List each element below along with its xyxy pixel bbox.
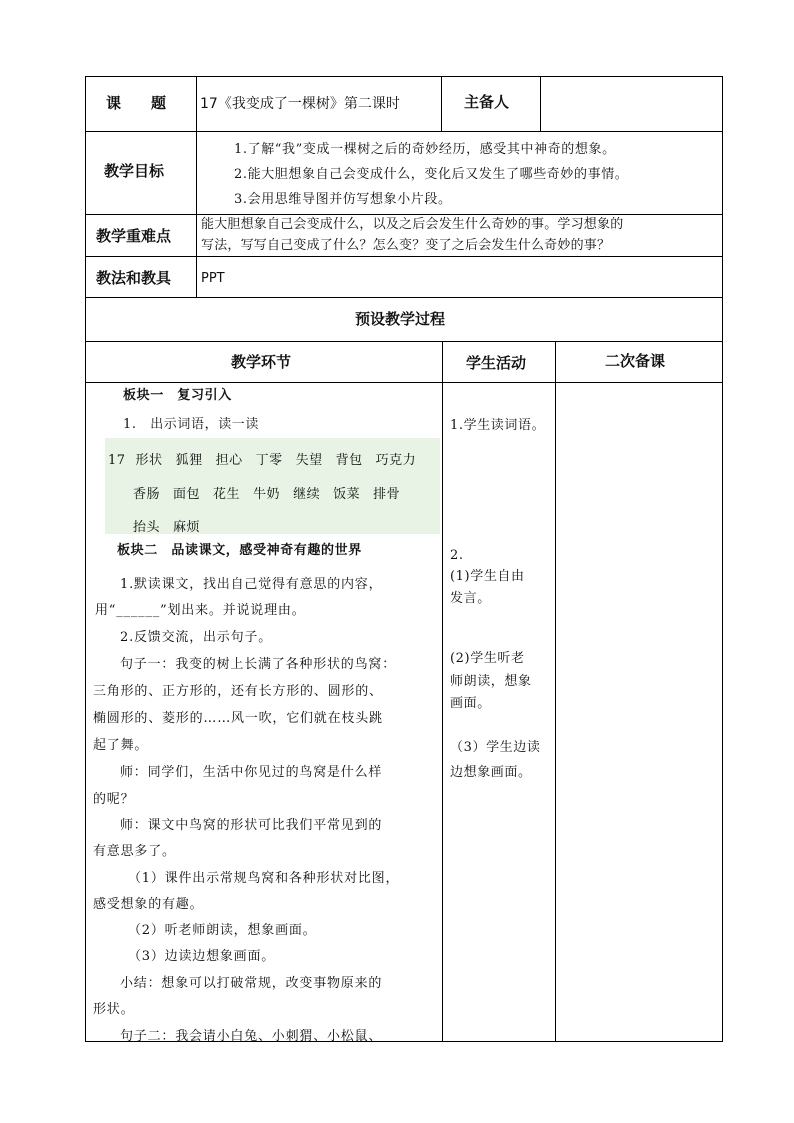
methods-value: PPT — [201, 271, 225, 286]
column-header-student: 学生活动 — [466, 354, 527, 372]
methods-label: 教法和教具 — [96, 269, 172, 287]
vocab-word: 继续 — [293, 487, 321, 502]
process-title: 预设教学过程 — [355, 310, 446, 328]
section2-line: 感受想象的有趣。 — [93, 897, 204, 912]
col-divider-second — [555, 341, 556, 1041]
vocab-prefix: 17 — [108, 453, 126, 468]
student-activity-2-2b: 师朗读，想象 — [450, 674, 532, 689]
section2-line: 三角形的、正方形的，还有长方形的、圆形的、 — [93, 684, 383, 699]
vocab-row-1 — [108, 449, 429, 468]
vocab-word: 形状 — [135, 453, 163, 468]
preparer-label: 主备人 — [464, 93, 510, 111]
student-activity-2-2a: (2)学生听老 — [450, 651, 525, 666]
section2-line: 小结：想象可以打破常规，改变事物原来的 — [120, 976, 383, 991]
column-header-steps: 教学环节 — [231, 353, 292, 371]
vocab-word: 牛奶 — [253, 487, 281, 502]
section2-line: 起了舞。 — [93, 738, 149, 753]
objective-2: 2.能大胆想象自己会变成什么，变化后又发生了哪些奇妙的事情。 — [234, 167, 629, 182]
col-divider-preparer-left — [441, 76, 442, 131]
section2-line: 的呢？ — [93, 792, 135, 807]
student-activity-2-3a: （3）学生边读 — [450, 740, 541, 755]
row-divider-6 — [85, 382, 723, 383]
table-border-top — [85, 76, 723, 77]
row-divider-3 — [85, 256, 723, 257]
vocab-word: 背包 — [335, 453, 363, 468]
section1-title: 板块一 复习引入 — [123, 388, 232, 403]
student-activity-1: 1.学生读词语。 — [450, 418, 546, 433]
vocab-word: 失望 — [295, 453, 323, 468]
section2-line: 有意思多了。 — [93, 844, 176, 859]
student-activity-2-1a: (1)学生自由 — [450, 569, 525, 584]
col-divider-student — [442, 341, 443, 1041]
vocab-word: 饭菜 — [333, 487, 361, 502]
vocab-word: 巧克力 — [375, 453, 417, 468]
section2-title: 板块二 品读课文，感受神奇有趣的世界 — [117, 543, 362, 558]
section2-line: 师：同学们，生活中你见过的鸟窝是什么样 — [120, 765, 383, 780]
student-activity-2-num: 2. — [450, 548, 464, 563]
vocab-row-2 — [133, 483, 413, 502]
vocab-word: 担心 — [215, 453, 243, 468]
key-points-line-1: 能大胆想象自己会变成什么，以及之后会发生什么奇妙的事。学习想象的 — [201, 217, 624, 232]
section2-line: 句子一：我变的树上长满了各种形状的鸟窝： — [120, 657, 397, 672]
col-divider-preparer-right — [540, 76, 541, 131]
section2-line: 用“______”划出来。并说说理由。 — [95, 603, 306, 618]
section2-line: 1.默读课文，找出自己觉得有意思的内容， — [120, 577, 383, 592]
table-border-left — [85, 76, 86, 1042]
table-border-right — [722, 76, 723, 1042]
vocab-word: 麻烦 — [173, 520, 201, 535]
objectives-label: 教学目标 — [104, 162, 165, 180]
section2-line: （1）课件出示常规鸟窝和各种形状对比图， — [128, 871, 400, 886]
row-divider-2 — [85, 214, 723, 215]
section2-line: 师：课文中鸟窝的形状可比我们平常见到的 — [120, 818, 383, 833]
vocab-row-3 — [133, 516, 213, 535]
vocab-word: 丁零 — [255, 453, 283, 468]
vocab-word: 面包 — [173, 487, 201, 502]
topic-label: 课 题 — [106, 94, 167, 112]
vocab-word: 狐狸 — [175, 453, 203, 468]
section1-step1: 1. 出示词语，读一读 — [123, 417, 260, 432]
student-activity-2-3b: 边想象画面。 — [450, 765, 532, 780]
vocab-word: 花生 — [213, 487, 241, 502]
topic-value: 17《我变成了一棵树》第二课时 — [200, 96, 400, 112]
row-divider-5 — [85, 341, 723, 342]
row-divider-4 — [85, 297, 723, 298]
key-points-line-2: 写法，写写自己变成了什么？怎么变？变了之后会发生什么奇妙的事？ — [201, 238, 611, 253]
key-points-label: 教学重难点 — [96, 227, 172, 245]
objective-3: 3.会用思维导图并仿写想象小片段。 — [234, 192, 452, 207]
student-activity-2-1b: 发言。 — [450, 591, 491, 606]
column-header-second: 二次备课 — [605, 352, 666, 370]
section2-line: （3）边读边想象画面。 — [128, 949, 276, 964]
vocab-word: 香肠 — [133, 487, 161, 502]
vocab-word: 抬头 — [133, 520, 161, 535]
vocab-word: 排骨 — [373, 487, 401, 502]
col-divider-label — [196, 76, 197, 297]
section2-line: 句子二：我会请小白兔、小刺猬、小松鼠、 — [120, 1029, 383, 1044]
section2-line: 2.反馈交流，出示句子。 — [120, 630, 273, 645]
section2-line: 形状。 — [93, 1002, 135, 1017]
section2-line: （2）听老师朗读，想象画面。 — [128, 923, 317, 938]
row-divider-1 — [85, 131, 723, 132]
student-activity-2-2c: 画面。 — [450, 696, 491, 711]
section2-line: 椭圆形的、菱形的……风一吹，它们就在枝头跳 — [93, 711, 383, 726]
objective-1: 1.了解“我”变成一棵树之后的奇妙经历，感受其中神奇的想象。 — [234, 142, 616, 157]
